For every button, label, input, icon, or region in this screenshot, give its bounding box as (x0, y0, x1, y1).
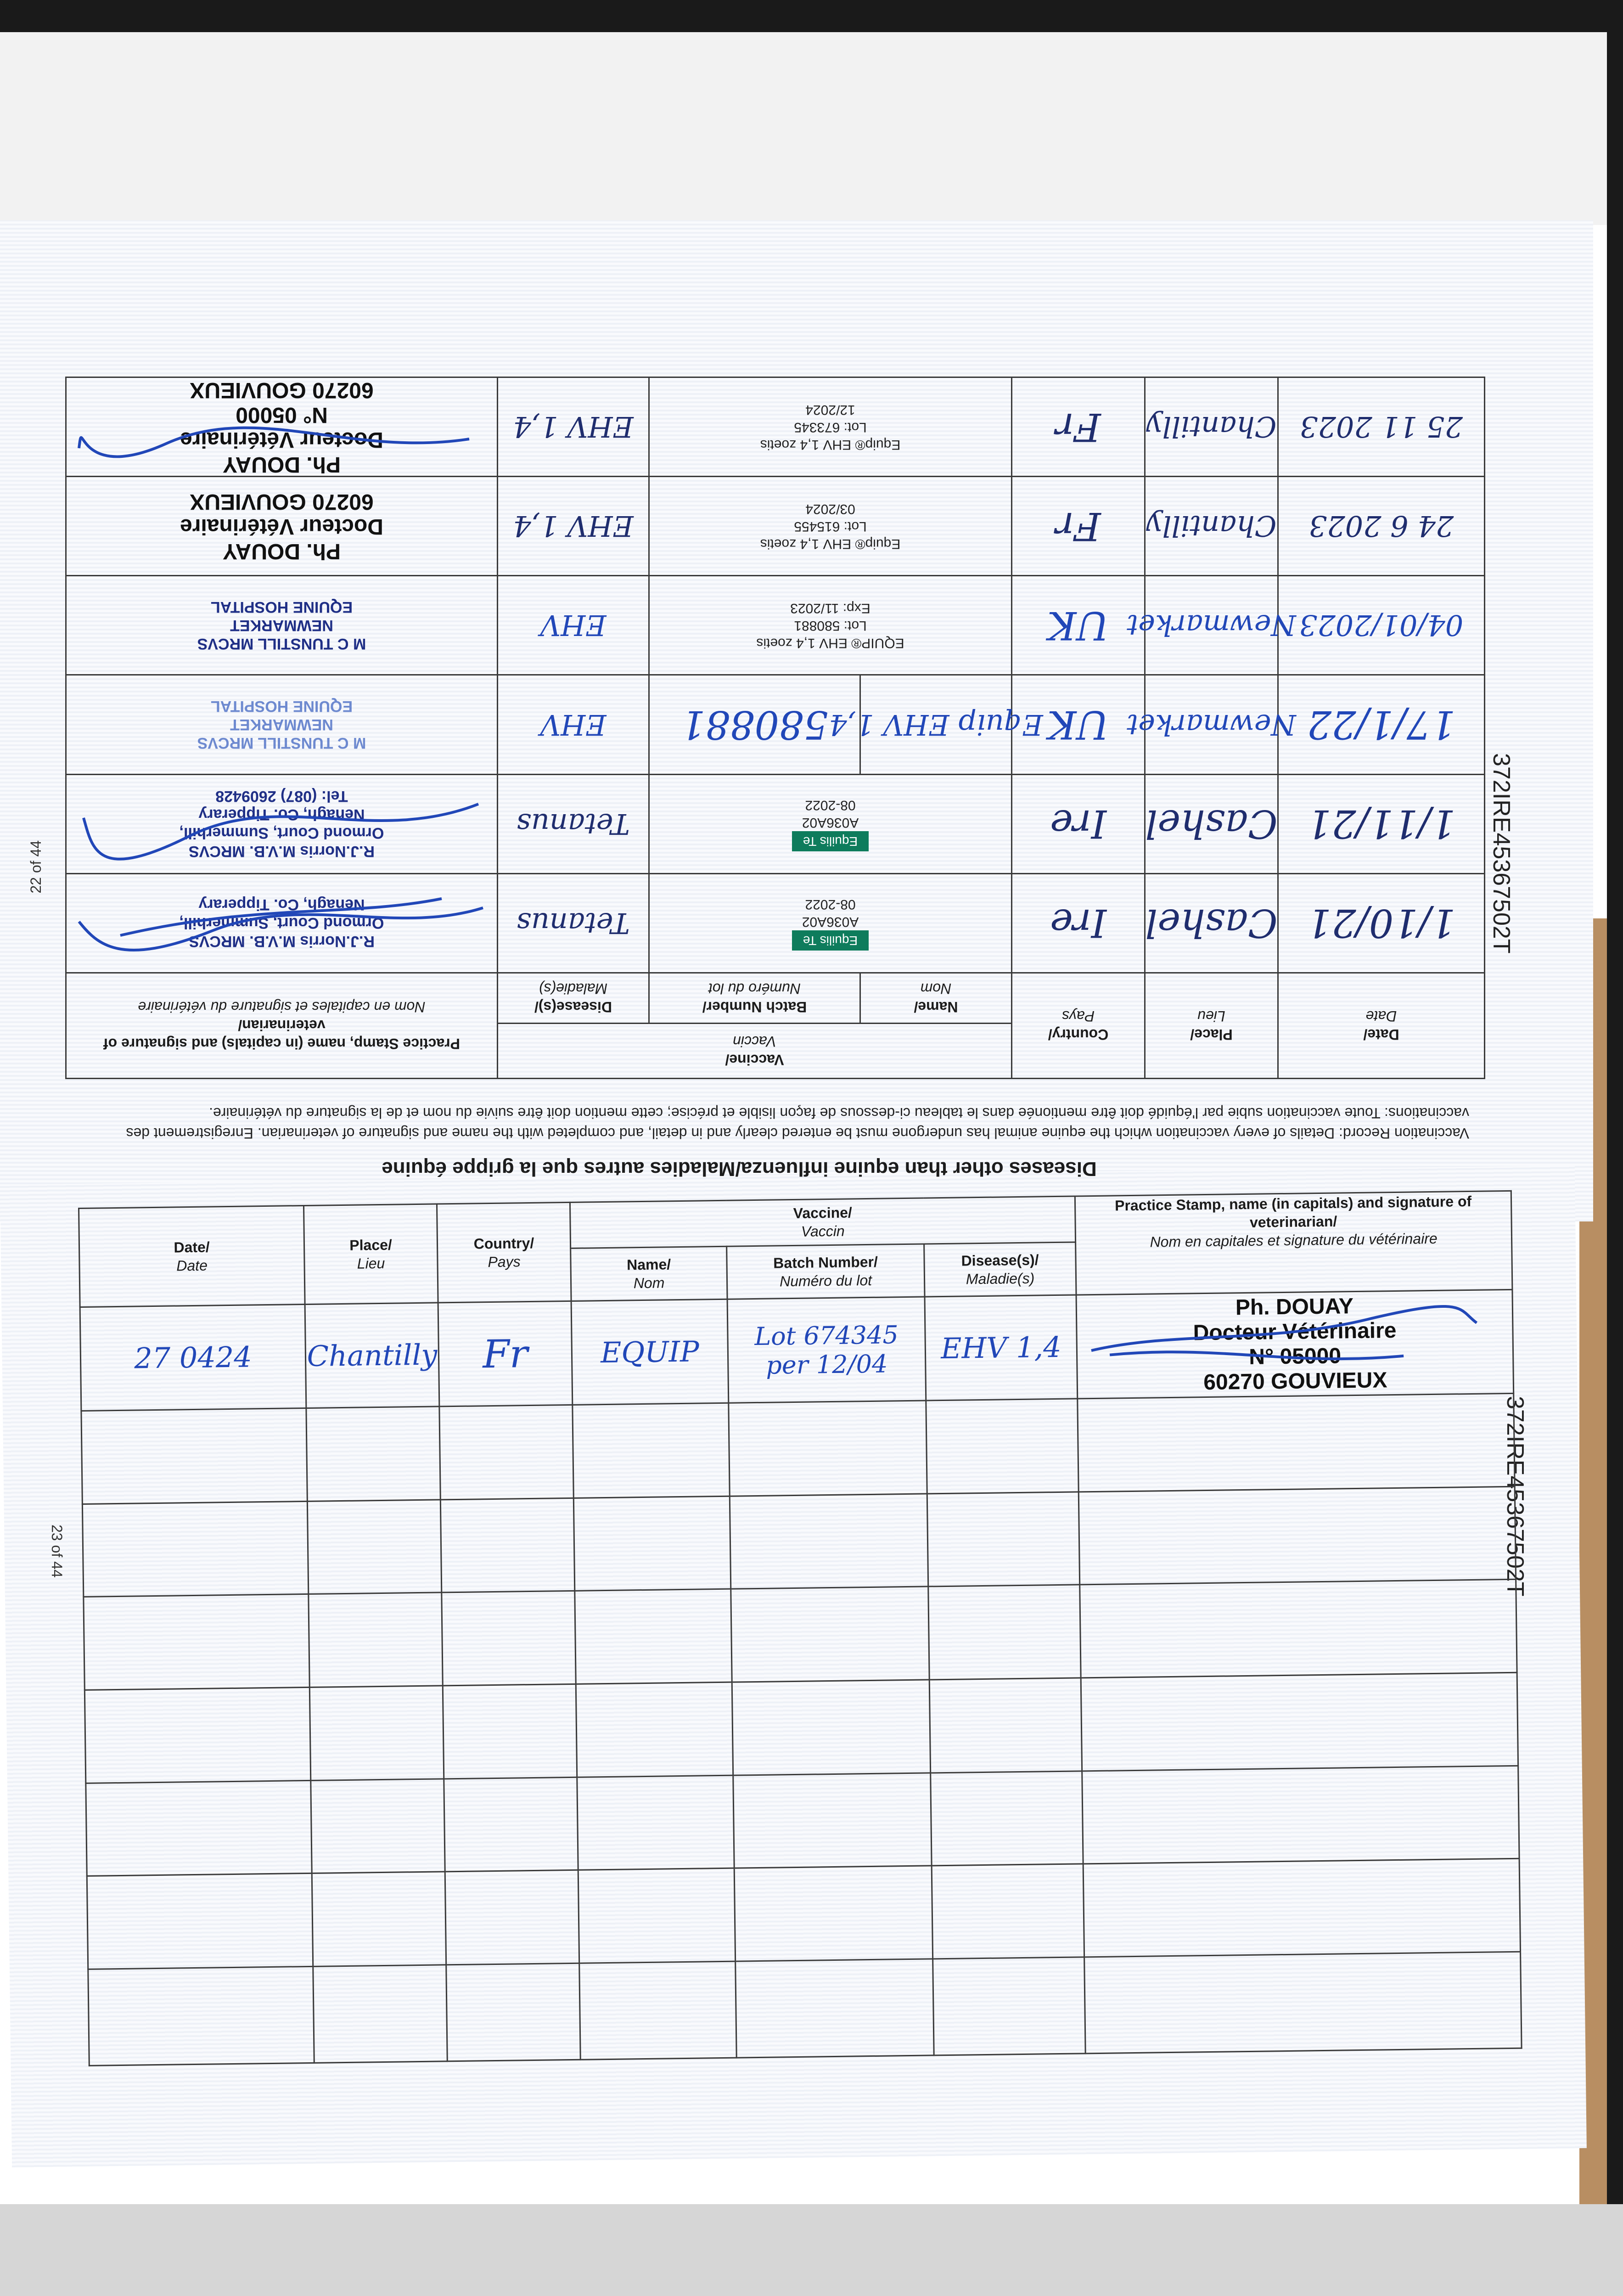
scanner-bottom-edge (0, 2204, 1623, 2296)
table-row (66, 774, 1484, 873)
lower-vaccination-table (78, 1190, 1521, 2066)
vaccine-sticker (650, 874, 1011, 972)
header-stamp: Practice Stamp, name (in capitals) and signature of veterinarian/ Nom en capitales et signature du vétérinaire (1075, 1191, 1512, 1295)
header-country: Country/ Pays (1012, 973, 1145, 1078)
sticker-exp: 03/2024 (805, 501, 855, 517)
vaccine-sticker (650, 378, 1011, 476)
signature-scribble (1082, 1300, 1496, 1383)
table-row (84, 1580, 1517, 1690)
header-name: Name/ Nom (571, 1246, 727, 1301)
row-country: UK (1047, 702, 1109, 748)
sticker-exp: 08-2022 (805, 798, 856, 813)
header-date: Date/ Date (79, 1205, 305, 1307)
row-place: Cashel (1145, 801, 1278, 847)
sticker-exp: 08-2022 (805, 897, 856, 912)
vaccine-sticker (650, 775, 1011, 873)
row-country: Ire (1050, 801, 1107, 847)
table-row (66, 377, 1484, 477)
sticker-lot: Lot: 673345 (794, 419, 867, 435)
horse-id-upper: 372IRE45367502T (1488, 753, 1515, 954)
header-vaccine: Vaccine/ Vaccin (497, 1023, 1011, 1078)
table-row (66, 675, 1484, 774)
sticker-label: EQUIP® EHV 1,4 zoetis (756, 635, 904, 651)
vet-stamp: Ph. DOUAY Docteur Vétérinaire N° 05000 60270 GOUVIEUX (1193, 1294, 1397, 1395)
upper-vaccination-table (67, 377, 1485, 1079)
row-place: Newmarket (1127, 608, 1296, 642)
scanner-top-edge (0, 0, 1623, 32)
row-place: Chantilly (307, 1338, 438, 1373)
table-row (86, 1766, 1519, 1876)
row-country: Fr (482, 1331, 528, 1377)
horse-id-lower: 372IRE45367502T (1502, 1396, 1528, 1597)
header-batch: Batch Number/ Numéro du lot (649, 973, 860, 1023)
sticker-lot: Lot: 615455 (794, 518, 867, 534)
row-disease: EHV (540, 708, 607, 742)
row-country: UK (1047, 602, 1109, 648)
table-row (80, 1290, 1514, 1411)
table-row (81, 1393, 1515, 1504)
row-date: 1/11/21 (1307, 801, 1456, 847)
vet-stamp: R.J.Norris M.V.B. MRCVS Ormond Court, Summerhill, Nenagh, Co. Tipperary Tel: (087) 2609428 (179, 788, 384, 861)
header-country: Country/ Pays (437, 1202, 571, 1303)
table-row (66, 576, 1484, 675)
row-disease: EHV 1,4 (513, 509, 634, 543)
row-place: Chantilly (1146, 410, 1277, 444)
sticker-label: Equip® EHV 1,4 zoetis (760, 437, 901, 452)
row-date: 24 6 2023 (1309, 509, 1454, 543)
batch-lot: Lot 674345 (754, 1320, 899, 1351)
row-date: 25 11 2023 (1300, 410, 1463, 444)
row-vaccine-name: EQUIP (600, 1334, 700, 1370)
vet-stamp: Ph. DOUAY Docteur Vétérinaire N° 05000 60270 GOUVIEUX (180, 377, 383, 477)
vet-stamp: M C TUNSTILL MRCVS NEWMARKET EQUINE HOSPITAL (197, 698, 366, 752)
section-title: Diseases other than equine influenza/Maladies autres que la grippe équine (382, 1158, 1097, 1180)
header-disease: Disease(s)/ Maladie(s) (497, 973, 649, 1023)
header-date: Date/ Date (1278, 973, 1485, 1078)
batch-exp: per 12/04 (765, 1349, 888, 1380)
header-place: Place/ Lieu (303, 1204, 438, 1305)
row-date: 1/10/21 (1307, 900, 1456, 946)
signature-scribble (74, 388, 488, 467)
table-row (82, 1486, 1516, 1597)
sticker-lot: Lot: 580881 (794, 618, 867, 633)
scanner-right-edge (1607, 0, 1623, 2296)
table-row (66, 873, 1484, 973)
sticker-exp: 12/2024 (805, 402, 855, 417)
row-disease: Tetanus (517, 807, 630, 841)
row-place: Chantilly (1146, 509, 1277, 543)
page-number-22: 22 of 44 (28, 840, 44, 894)
row-batch: 580881 (681, 702, 828, 748)
row-place: Newmarket (1127, 708, 1296, 742)
signature-scribble (74, 885, 488, 963)
sticker-lot: A036A02 (802, 914, 859, 930)
vaccine-sticker (650, 576, 1011, 674)
header-vaccine: Vaccine/ Vaccin (570, 1196, 1075, 1248)
header-place: Place/ Lieu (1145, 973, 1278, 1078)
row-disease: EHV 1,4 (513, 410, 634, 444)
vet-stamp: Ph. DOUAY Docteur Vétérinaire 60270 GOUVIEUX (180, 489, 383, 563)
row-date: 27 0424 (134, 1340, 253, 1375)
row-disease: EHV 1,4 (940, 1330, 1062, 1366)
vaccine-sticker (650, 477, 1011, 575)
row-vaccine-name: Equip EHV 1,4 (829, 708, 1043, 742)
table-row (88, 1952, 1522, 2065)
vet-stamp: R.J.Norris M.V.B. MRCVS Ormond Court, Summerhill, Nenagh, Co. Tipperary (179, 896, 384, 951)
sticker-label: Equilis Te (792, 930, 869, 951)
page-number-23: 23 of 44 (49, 1525, 65, 1578)
table-row (84, 1672, 1518, 1783)
sticker-label: Equilis Te (792, 831, 869, 851)
row-batch (728, 1298, 926, 1402)
row-disease: EHV (540, 608, 607, 642)
header-batch: Batch Number/ Numéro du lot (727, 1244, 925, 1300)
row-country: Ire (1050, 900, 1107, 946)
row-date: 04/01/2023 (1299, 608, 1464, 642)
signature-scribble (74, 786, 488, 864)
passport-cover-top (0, 32, 1607, 225)
header-name: Name/ Nom (860, 973, 1012, 1023)
sticker-lot: A036A02 (802, 815, 859, 831)
header-stamp: Practice Stamp, name (in capitals) and signature of veterinarian/ Nom en capitales et signature du vétérinaire (66, 973, 497, 1078)
row-disease: Tetanus (517, 906, 630, 940)
table-row (66, 477, 1484, 576)
section-intro: Vaccination Record: Details of every vaccination which the equine animal has undergone must be entered clearly and in detail, and completed with the name and signature of veterinarian. Enregistrement des vaccinations: Toute vaccination subie par l'équidé doit être mentionée dans le tableau ci-dessous de façon lisible et précise; cette mention doit être suivie du nom et de la signature du vétérinaire. (126, 1105, 1469, 1142)
table-row (87, 1859, 1520, 1970)
row-date: 17/1/22 (1307, 702, 1456, 748)
header-disease: Disease(s)/ Maladie(s) (924, 1242, 1076, 1297)
vet-stamp: M C TUNSTILL MRCVS NEWMARKET EQUINE HOSPITAL (197, 598, 366, 653)
sticker-exp: Exp: 11/2023 (790, 600, 870, 616)
sticker-label: Equip® EHV 1,4 zoetis (760, 536, 901, 551)
row-country: Fr (1056, 404, 1101, 450)
row-place: Cashel (1145, 900, 1278, 946)
row-country: Fr (1056, 503, 1101, 549)
